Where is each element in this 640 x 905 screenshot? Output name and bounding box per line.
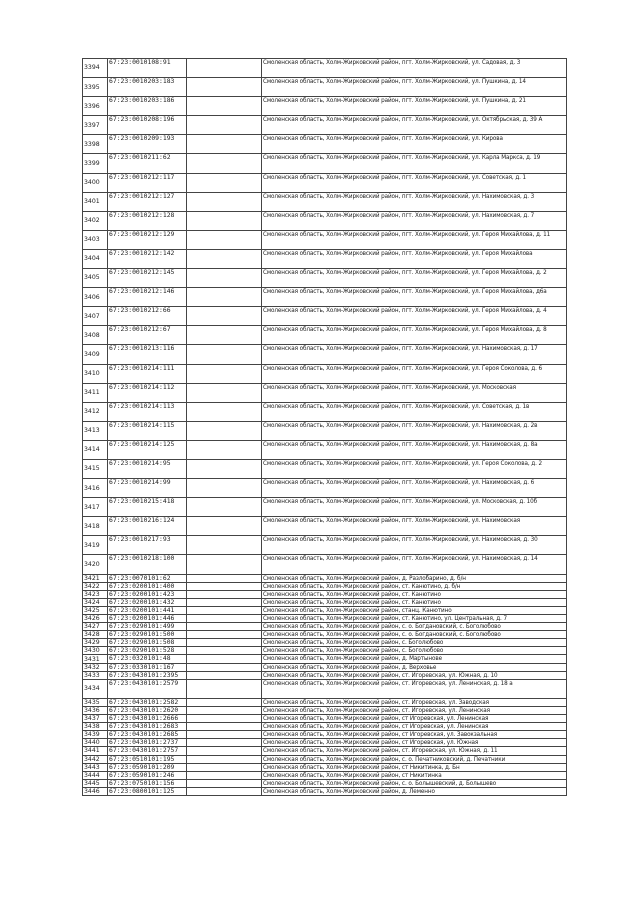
table-row — [83, 731, 567, 739]
address-cell: Смоленская область, Холм-Жирковский район, пгт. Холм-Жирковский, ул. Нахимовская, д. 14 — [262, 555, 567, 574]
table-row — [83, 631, 567, 639]
address-cell: Смоленская область, Холм-Жирковский район, ст. Канютино — [262, 598, 567, 606]
cadastral-number: 67:23:0010212:142 — [108, 249, 187, 268]
row-number: 3407 — [83, 307, 108, 326]
address-cell: Смоленская область, Холм-Жирковский район, пгт. Холм-Жирковский, ул. Героя Михайлова, д. 4 — [262, 307, 567, 326]
address-cell: Смоленская область, Холм-Жирковский район, с. о. Печатниковский, д. Печатники — [262, 755, 567, 763]
cadastral-number: 67:23:0010211:62 — [108, 154, 187, 173]
address-cell: Смоленская область, Холм-Жирковский район, с. о. Богдановский, с. Боголюбово — [262, 623, 567, 631]
row-number: 3396 — [83, 97, 108, 116]
address-cell: Смоленская область, Холм-Жирковский район, пгт. Холм-Жирковский, ул. Нахимовская, д. 30 — [262, 536, 567, 555]
row-number: 3419 — [83, 536, 108, 555]
empty-cell — [187, 97, 262, 116]
row-number: 3432 — [83, 663, 108, 671]
address-cell: Смоленская область, Холм-Жирковский район, ст Игоревская, ул. Ленинская — [262, 715, 567, 723]
address-cell: Смоленская область, Холм-Жирковский район, пгт. Холм-Жирковский, ул. Московская — [262, 383, 567, 402]
document-page — [82, 58, 564, 796]
address-cell: Смоленская область, Холм-Жирковский район, пгт. Холм-Жирковский, ул. Московская, д. 10б — [262, 498, 567, 517]
address-cell: Смоленская область, Холм-Жирковский район, пгт. Холм-Жирковский, ул. Нахимовская, д. 6 — [262, 479, 567, 498]
table-body — [83, 59, 567, 796]
empty-cell — [187, 623, 262, 631]
table-row — [83, 135, 567, 154]
cadastral-number: 67:23:0010212:67 — [108, 326, 187, 345]
row-number: 3420 — [83, 555, 108, 574]
row-number: 3410 — [83, 364, 108, 383]
row-number: 3397 — [83, 116, 108, 135]
row-number: 3398 — [83, 135, 108, 154]
table-row — [83, 623, 567, 631]
address-cell: Смоленская область, Холм-Жирковский район, пгт. Холм-Жирковский, ул. Садовая, д. 3 — [262, 59, 567, 78]
cadastral-number: 67:23:0200101:446 — [108, 615, 187, 623]
address-cell: Смоленская область, Холм-Жирковский район, пгт. Холм-Жирковский, ул. Пушкина, д. 21 — [262, 97, 567, 116]
table-row — [83, 269, 567, 288]
address-cell: Смоленская область, Холм-Жирковский район, ст. Игоревская, ул. Южная, д. 11 — [262, 747, 567, 755]
address-cell: Смоленская область, Холм-Жирковский район, станц. Канютино — [262, 606, 567, 614]
row-number: 3440 — [83, 739, 108, 747]
cadastral-number: 67:23:0430101:2582 — [108, 698, 187, 706]
cadastral-number: 67:23:0430101:2620 — [108, 706, 187, 714]
row-number: 3406 — [83, 288, 108, 307]
row-number: 3399 — [83, 154, 108, 173]
empty-cell — [187, 671, 262, 679]
address-cell: Смоленская область, Холм-Жирковский район, пгт. Холм-Жирковский, ул. Нахимовская, д. 8а — [262, 440, 567, 459]
address-cell: Смоленская область, Холм-Жирковский район, ст Игоревская, ул. Ленинская — [262, 723, 567, 731]
cadastral-number: 67:23:0010216:124 — [108, 517, 187, 536]
cadastral-number: 67:23:0430101:2683 — [108, 723, 187, 731]
row-number: 3400 — [83, 173, 108, 192]
cadastral-number: 67:23:0430101:2579 — [108, 679, 187, 698]
cadastral-number: 67:23:0430101:2757 — [108, 747, 187, 755]
table-row — [83, 739, 567, 747]
cadastral-number: 67:23:0010212:117 — [108, 173, 187, 192]
cadastral-number: 67:23:0010214:111 — [108, 364, 187, 383]
row-number: 3411 — [83, 383, 108, 402]
row-number: 3409 — [83, 345, 108, 364]
empty-cell — [187, 307, 262, 326]
table-row — [83, 498, 567, 517]
row-number: 3439 — [83, 731, 108, 739]
address-cell: Смоленская область, Холм-Жирковский район, пгт. Холм-Жирковский, ул. Героя Михайлова — [262, 249, 567, 268]
row-number: 3424 — [83, 598, 108, 606]
empty-cell — [187, 715, 262, 723]
table-row — [83, 723, 567, 731]
row-number: 3435 — [83, 698, 108, 706]
row-number: 3422 — [83, 582, 108, 590]
address-cell: Смоленская область, Холм-Жирковский район, ст Игоревская, ул. Южная — [262, 739, 567, 747]
table-row — [83, 211, 567, 230]
cadastral-number: 67:23:0320101:48 — [108, 655, 187, 663]
cadastral-number: 67:23:0010212:146 — [108, 288, 187, 307]
table-row — [83, 715, 567, 723]
table-row — [83, 663, 567, 671]
row-number: 3412 — [83, 402, 108, 421]
empty-cell — [187, 116, 262, 135]
row-number: 3421 — [83, 574, 108, 582]
table-row — [83, 647, 567, 655]
table-row — [83, 747, 567, 755]
table-row — [83, 536, 567, 555]
table-row — [83, 402, 567, 421]
table-row — [83, 590, 567, 598]
cadastral-number: 67:23:0290101:528 — [108, 647, 187, 655]
address-cell: Смоленская область, Холм-Жирковский район, д. Разлобарино, д. б/н — [262, 574, 567, 582]
address-cell: Смоленская область, Холм-Жирковский район, ст. Канютино, д. б/н — [262, 582, 567, 590]
address-cell: Смоленская область, Холм-Жирковский район, ст. Игоревская, ул. Ленинская, д. 18 а — [262, 679, 567, 698]
table-row — [83, 706, 567, 714]
empty-cell — [187, 606, 262, 614]
cadastral-number: 67:23:0010203:186 — [108, 97, 187, 116]
row-number: 3445 — [83, 779, 108, 787]
address-cell: Смоленская область, Холм-Жирковский район, пгт. Холм-Жирковский, ул. Нахимовская — [262, 517, 567, 536]
row-number: 3414 — [83, 440, 108, 459]
table-row — [83, 326, 567, 345]
table-row — [83, 288, 567, 307]
table-row — [83, 59, 567, 78]
cadastral-number: 67:23:0430101:2737 — [108, 739, 187, 747]
empty-cell — [187, 383, 262, 402]
empty-cell — [187, 639, 262, 647]
empty-cell — [187, 663, 262, 671]
table-row — [83, 364, 567, 383]
row-number: 3428 — [83, 631, 108, 639]
row-number: 3404 — [83, 249, 108, 268]
empty-cell — [187, 590, 262, 598]
row-number: 3408 — [83, 326, 108, 345]
cadastral-number: 67:23:0510101:195 — [108, 755, 187, 763]
table-row — [83, 679, 567, 698]
address-cell: Смоленская область, Холм-Жирковский район, пгт. Холм-Жирковский, ул. Советская, д. 1 — [262, 173, 567, 192]
row-number: 3425 — [83, 606, 108, 614]
empty-cell — [187, 364, 262, 383]
empty-cell — [187, 763, 262, 771]
table-row — [83, 173, 567, 192]
table-row — [83, 517, 567, 536]
cadastral-number: 67:23:0010214:99 — [108, 479, 187, 498]
empty-cell — [187, 598, 262, 606]
cadastral-number: 67:23:0290101:500 — [108, 631, 187, 639]
cadastral-number: 67:23:0010217:93 — [108, 536, 187, 555]
empty-cell — [187, 739, 262, 747]
address-cell: Смоленская область, Холм-Жирковский район, д. Верховье — [262, 663, 567, 671]
cadastral-number: 67:23:0750101:156 — [108, 779, 187, 787]
cadastral-number: 67:23:0010208:196 — [108, 116, 187, 135]
empty-cell — [187, 536, 262, 555]
row-number: 3426 — [83, 615, 108, 623]
row-number: 3405 — [83, 269, 108, 288]
row-number: 3427 — [83, 623, 108, 631]
empty-cell — [187, 402, 262, 421]
row-number: 3444 — [83, 771, 108, 779]
empty-cell — [187, 723, 262, 731]
cadastral-number: 67:23:0200101:432 — [108, 598, 187, 606]
address-cell: Смоленская область, Холм-Жирковский район, д. Леменно — [262, 787, 567, 795]
cadastral-number: 67:23:0590101:209 — [108, 763, 187, 771]
row-number: 3442 — [83, 755, 108, 763]
empty-cell — [187, 615, 262, 623]
row-number: 3415 — [83, 459, 108, 478]
row-number: 3401 — [83, 192, 108, 211]
empty-cell — [187, 440, 262, 459]
address-cell: Смоленская область, Холм-Жирковский район, пгт. Холм-Жирковский, ул. Героя Михайлова, д. 11 — [262, 230, 567, 249]
empty-cell — [187, 731, 262, 739]
address-cell: Смоленская область, Холм-Жирковский район, пгт. Холм-Жирковский, ул. Героя Соколова, д. 2 — [262, 459, 567, 478]
table-row — [83, 116, 567, 135]
cadastral-number: 67:23:0800101:125 — [108, 787, 187, 795]
table-row — [83, 763, 567, 771]
empty-cell — [187, 655, 262, 663]
empty-cell — [187, 59, 262, 78]
empty-cell — [187, 135, 262, 154]
table-row — [83, 639, 567, 647]
table-row — [83, 755, 567, 763]
row-number: 3402 — [83, 211, 108, 230]
address-cell: Смоленская область, Холм-Жирковский район, пгт. Холм-Жирковский, ул. Героя Соколова, д. 6 — [262, 364, 567, 383]
table-row — [83, 655, 567, 663]
row-number: 3429 — [83, 639, 108, 647]
table-row — [83, 771, 567, 779]
table-row — [83, 555, 567, 574]
cadastral-number: 67:23:0430101:2666 — [108, 715, 187, 723]
row-number: 3446 — [83, 787, 108, 795]
cadastral-number: 67:23:0200101:441 — [108, 606, 187, 614]
empty-cell — [187, 779, 262, 787]
table-row — [83, 440, 567, 459]
row-number: 3437 — [83, 715, 108, 723]
cadastral-number: 67:23:0010214:125 — [108, 440, 187, 459]
table-row — [83, 698, 567, 706]
address-cell: Смоленская область, Холм-Жирковский район, ст. Игоревская, ул. Заводская — [262, 698, 567, 706]
table-row — [83, 383, 567, 402]
table-row — [83, 249, 567, 268]
address-cell: Смоленская область, Холм-Жирковский район, с. Боголюбово — [262, 639, 567, 647]
cadastral-number: 67:23:0290101:508 — [108, 639, 187, 647]
cadastral-number: 67:23:0200101:423 — [108, 590, 187, 598]
cadastral-number: 67:23:0590101:246 — [108, 771, 187, 779]
address-cell: Смоленская область, Холм-Жирковский район, с. Боголюбово — [262, 647, 567, 655]
table-row — [83, 479, 567, 498]
empty-cell — [187, 288, 262, 307]
address-cell: Смоленская область, Холм-Жирковский район, ст. Канютино, ул. Центральная, д. 7 — [262, 615, 567, 623]
row-number: 3416 — [83, 479, 108, 498]
empty-cell — [187, 211, 262, 230]
empty-cell — [187, 479, 262, 498]
cadastral-number: 67:23:0010218:100 — [108, 555, 187, 574]
address-cell: Смоленская область, Холм-Жирковский район, пгт. Холм-Жирковский, ул. Героя Михайлова, д. 2 — [262, 269, 567, 288]
address-cell: Смоленская область, Холм-Жирковский район, пгт. Холм-Жирковский, ул. Нахимовская, д. 7 — [262, 211, 567, 230]
row-number: 3395 — [83, 78, 108, 97]
cadastral-number: 67:23:0010212:129 — [108, 230, 187, 249]
row-number: 3403 — [83, 230, 108, 249]
empty-cell — [187, 574, 262, 582]
address-cell: Смоленская область, Холм-Жирковский район, пгт. Холм-Жирковский, ул. Нахимовская, д. 2в — [262, 421, 567, 440]
row-number: 3431 — [83, 655, 108, 663]
empty-cell — [187, 421, 262, 440]
empty-cell — [187, 698, 262, 706]
address-cell: Смоленская область, Холм-Жирковский район, ст. Игоревская, ул. Южная, д. 10 — [262, 671, 567, 679]
empty-cell — [187, 459, 262, 478]
empty-cell — [187, 582, 262, 590]
empty-cell — [187, 755, 262, 763]
row-number: 3436 — [83, 706, 108, 714]
address-cell: Смоленская область, Холм-Жирковский район, ст Никитинка, д. Бн — [262, 763, 567, 771]
table-row — [83, 574, 567, 582]
table-row — [83, 459, 567, 478]
cadastral-number: 67:23:0010212:127 — [108, 192, 187, 211]
cadastral-table — [82, 58, 567, 796]
address-cell: Смоленская область, Холм-Жирковский район, пгт. Холм-Жирковский, ул. Советская, д. 1в — [262, 402, 567, 421]
empty-cell — [187, 249, 262, 268]
address-cell: Смоленская область, Холм-Жирковский район, ст Никитинка — [262, 771, 567, 779]
address-cell: Смоленская область, Холм-Жирковский район, пгт. Холм-Жирковский, ул. Героя Михайлова, д. 8 — [262, 326, 567, 345]
table-row — [83, 154, 567, 173]
empty-cell — [187, 747, 262, 755]
table-row — [83, 582, 567, 590]
empty-cell — [187, 771, 262, 779]
cadastral-number: 67:23:0010212:128 — [108, 211, 187, 230]
address-cell: Смоленская область, Холм-Жирковский район, с. о. Болышевский, д. Болышево — [262, 779, 567, 787]
row-number: 3434 — [83, 679, 108, 698]
table-row — [83, 787, 567, 795]
empty-cell — [187, 173, 262, 192]
address-cell: Смоленская область, Холм-Жирковский район, д. Мартынове — [262, 655, 567, 663]
address-cell: Смоленская область, Холм-Жирковский район, пгт. Холм-Жирковский, ул. Кирова — [262, 135, 567, 154]
row-number: 3433 — [83, 671, 108, 679]
table-row — [83, 307, 567, 326]
empty-cell — [187, 78, 262, 97]
address-cell: Смоленская область, Холм-Жирковский район, пгт. Холм-Жирковский, ул. Нахимовская, д. 17 — [262, 345, 567, 364]
address-cell: Смоленская область, Холм-Жирковский район, пгт. Холм-Жирковский, ул. Нахимовская, д. 3 — [262, 192, 567, 211]
cadastral-number: 67:23:0010214:112 — [108, 383, 187, 402]
cadastral-number: 67:23:0010203:183 — [108, 78, 187, 97]
empty-cell — [187, 679, 262, 698]
row-number: 3413 — [83, 421, 108, 440]
table-row — [83, 421, 567, 440]
cadastral-number: 67:23:0200101:400 — [108, 582, 187, 590]
empty-cell — [187, 230, 262, 249]
address-cell: Смоленская область, Холм-Жирковский район, пгт. Холм-Жирковский, ул. Пушкина, д. 14 — [262, 78, 567, 97]
cadastral-number: 67:23:0010215:418 — [108, 498, 187, 517]
empty-cell — [187, 706, 262, 714]
row-number: 3418 — [83, 517, 108, 536]
table-row — [83, 345, 567, 364]
table-row — [83, 615, 567, 623]
address-cell: Смоленская область, Холм-Жирковский район, ст Игоревская, ул. Завокзальная — [262, 731, 567, 739]
table-row — [83, 230, 567, 249]
table-row — [83, 78, 567, 97]
table-row — [83, 192, 567, 211]
address-cell: Смоленская область, Холм-Жирковский район, пгт. Холм-Жирковский, ул. Октябрьская, д. 39 А — [262, 116, 567, 135]
address-cell: Смоленская область, Холм-Жирковский район, ст. Канютино — [262, 590, 567, 598]
cadastral-number: 67:23:0010209:193 — [108, 135, 187, 154]
table-row — [83, 606, 567, 614]
table-row — [83, 671, 567, 679]
address-cell: Смоленская область, Холм-Жирковский район, пгт. Холм-Жирковский, ул. Героя Михайлова, д6а — [262, 288, 567, 307]
cadastral-number: 67:23:0010212:145 — [108, 269, 187, 288]
row-number: 3417 — [83, 498, 108, 517]
empty-cell — [187, 154, 262, 173]
cadastral-number: 67:23:0010214:113 — [108, 402, 187, 421]
cadastral-number: 67:23:0070101:62 — [108, 574, 187, 582]
address-cell: Смоленская область, Холм-Жирковский район, ст. Игоревская, ул. Ленинская — [262, 706, 567, 714]
table-row — [83, 779, 567, 787]
empty-cell — [187, 517, 262, 536]
cadastral-number: 67:23:0290101:499 — [108, 623, 187, 631]
row-number: 3441 — [83, 747, 108, 755]
cadastral-number: 67:23:0430101:2395 — [108, 671, 187, 679]
row-number: 3443 — [83, 763, 108, 771]
empty-cell — [187, 498, 262, 517]
empty-cell — [187, 269, 262, 288]
row-number: 3438 — [83, 723, 108, 731]
address-cell: Смоленская область, Холм-Жирковский район, с. о. Богдановский, с. Боголюбово — [262, 631, 567, 639]
empty-cell — [187, 631, 262, 639]
cadastral-number: 67:23:0010214:115 — [108, 421, 187, 440]
empty-cell — [187, 555, 262, 574]
table-row — [83, 97, 567, 116]
empty-cell — [187, 647, 262, 655]
cadastral-number: 67:23:0430101:2685 — [108, 731, 187, 739]
empty-cell — [187, 326, 262, 345]
empty-cell — [187, 787, 262, 795]
empty-cell — [187, 192, 262, 211]
cadastral-number: 67:23:0010213:116 — [108, 345, 187, 364]
row-number: 3430 — [83, 647, 108, 655]
row-number: 3423 — [83, 590, 108, 598]
cadastral-number: 67:23:0010212:66 — [108, 307, 187, 326]
table-row — [83, 598, 567, 606]
address-cell: Смоленская область, Холм-Жирковский район, пгт. Холм-Жирковский, ул. Карла Маркса, д. 19 — [262, 154, 567, 173]
empty-cell — [187, 345, 262, 364]
row-number: 3394 — [83, 59, 108, 78]
cadastral-number: 67:23:0010214:95 — [108, 459, 187, 478]
cadastral-number: 67:23:0010108:91 — [108, 59, 187, 78]
cadastral-number: 67:23:0330101:167 — [108, 663, 187, 671]
